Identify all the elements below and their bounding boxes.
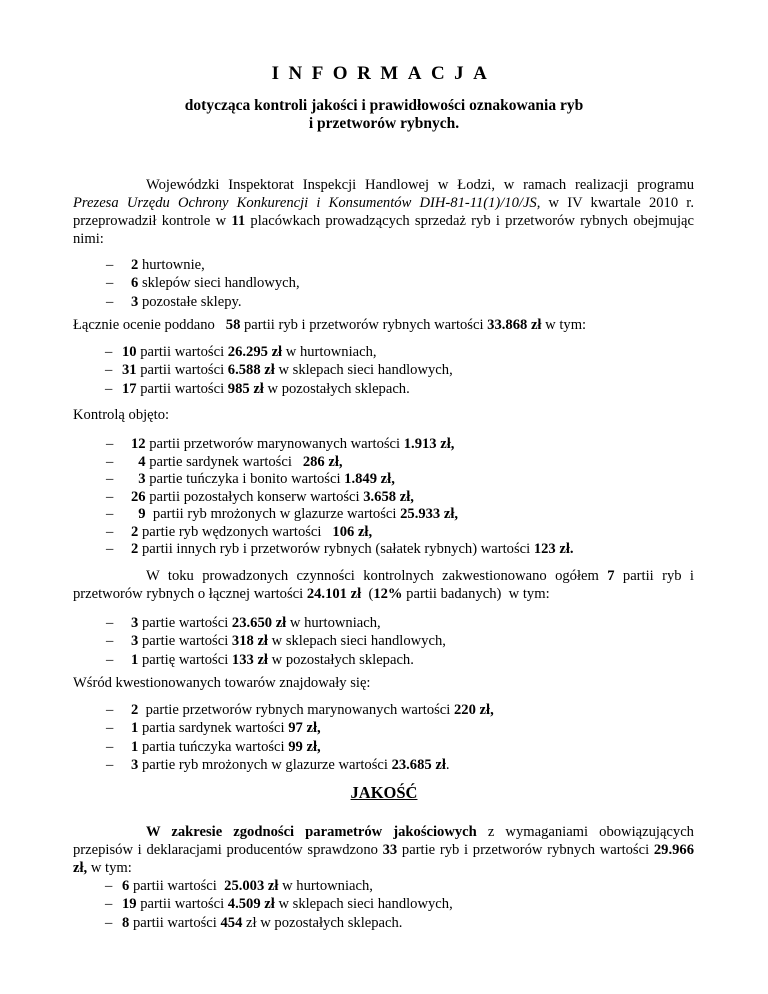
list-item: – 4 partie sardynek wartości 286 zł,	[106, 453, 343, 470]
subtitle-line-1: dotycząca kontroli jakości i prawidłowości oznakowania ryb	[184, 97, 584, 114]
intro-text: Wojewódzki Inspektorat Inspekcji Handlowej w Łodzi, w ramach realizacji programu	[146, 177, 694, 193]
scope-list	[106, 435, 706, 558]
list-item: – 3 partie wartości 23.650 zł w hurtowniach,	[106, 615, 381, 631]
questioned-list	[106, 614, 706, 669]
list-item: – 1 partia tuńczyka wartości 99 zł,	[106, 738, 321, 755]
list-item: – 8 partii wartości 454 zł w pozostałych sklepach.	[105, 914, 403, 931]
list-item: – 2 partie przetworów rybnych marynowanych wartości 220 zł,	[106, 702, 494, 718]
intro-outlet-count: 11	[231, 213, 246, 229]
list-item: – 3 partie ryb mrożonych w glazurze wartości 23.685 zł.	[106, 756, 450, 773]
list-item: – 1 partię wartości 133 zł w pozostałych sklepach.	[106, 651, 414, 668]
goods-list	[106, 701, 706, 774]
list-item: – 3 partie tuńczyka i bonito wartości 1.849 zł,	[106, 471, 395, 487]
list-item: – 26 partii pozostałych konserw wartości 3.658 zł,	[106, 488, 414, 505]
list-item: – 2 partie ryb wędzonych wartości 106 zł,	[106, 523, 373, 540]
list-item: – 12 partii przetworów marynowanych wartości 1.913 zł,	[106, 436, 455, 452]
subtitle-line-2: i przetworów rybnych.	[308, 115, 460, 132]
list-item: – 10 partii wartości 26.295 zł w hurtowniach,	[105, 344, 377, 360]
list-item: – 6 sklepów sieci handlowych,	[106, 275, 300, 292]
page-title: INFORMACJA	[271, 63, 497, 84]
goods-label: Wśród kwestionowanych towarów znajdowały się:	[73, 675, 371, 691]
list-item: – 2 hurtownie,	[106, 257, 205, 273]
list-item: – 2 partii innych ryb i przetworów rybnych (sałatek rybnych) wartości 123 zł.	[106, 541, 574, 557]
questioned-paragraph: W toku prowadzonych czynności kontrolnych zakwestionowano ogółem 7 partii ryb i przetworów rybnych o łącznej wartości 24.101 zł (12% partii badanych) w tym:	[73, 568, 694, 602]
list-item: – 3 partie wartości 318 zł w sklepach sieci handlowych,	[106, 633, 446, 650]
page-subtitle	[0, 97, 768, 133]
list-item: – 9 partii ryb mrożonych w glazurze wartości 25.933 zł,	[106, 506, 459, 522]
scope-label: Kontrolą objęto:	[73, 407, 170, 423]
list-item: – 19 partii wartości 4.509 zł w sklepach sieci handlowych,	[105, 896, 453, 913]
quality-list	[105, 877, 705, 932]
intro-program-reference: Prezesa Urzędu Ochrony Konkurencji i Konsumentów DIH-81-11(1)/10/JS,	[73, 195, 541, 211]
list-item: – 3 pozostałe sklepy.	[106, 293, 242, 310]
total-breakdown-list	[105, 343, 705, 398]
list-item: – 1 partia sardynek wartości 97 zł,	[106, 720, 321, 737]
total-paragraph: Łącznie ocenie poddano 58 partii ryb i przetworów rybnych wartości 33.868 zł w tym:	[73, 317, 587, 333]
list-item: – 17 partii wartości 985 zł w pozostałych sklepach.	[105, 380, 410, 397]
quality-paragraph: W zakresie zgodności parametrów jakościowych z wymaganiami obowiązujących przepisów i deklaracjami producentów sprawdzono 33 partie ryb i przetworów rybnych wartości 29.966 zł, w tym:	[73, 824, 694, 876]
list-item: – 31 partii wartości 6.588 zł w sklepach sieci handlowych,	[105, 362, 453, 379]
intro-paragraph	[73, 176, 694, 248]
quality-heading: JAKOŚĆ	[350, 783, 418, 802]
intro-text: w IV kwartale 2010 r. przeprowadził kontrole w	[73, 195, 694, 229]
outlets-list	[106, 256, 706, 311]
intro-text: placówkach prowadzących sprzedaż ryb i przetworów rybnych obejmując nimi:	[73, 213, 694, 247]
list-item: – 6 partii wartości 25.003 zł w hurtowniach,	[105, 878, 373, 894]
